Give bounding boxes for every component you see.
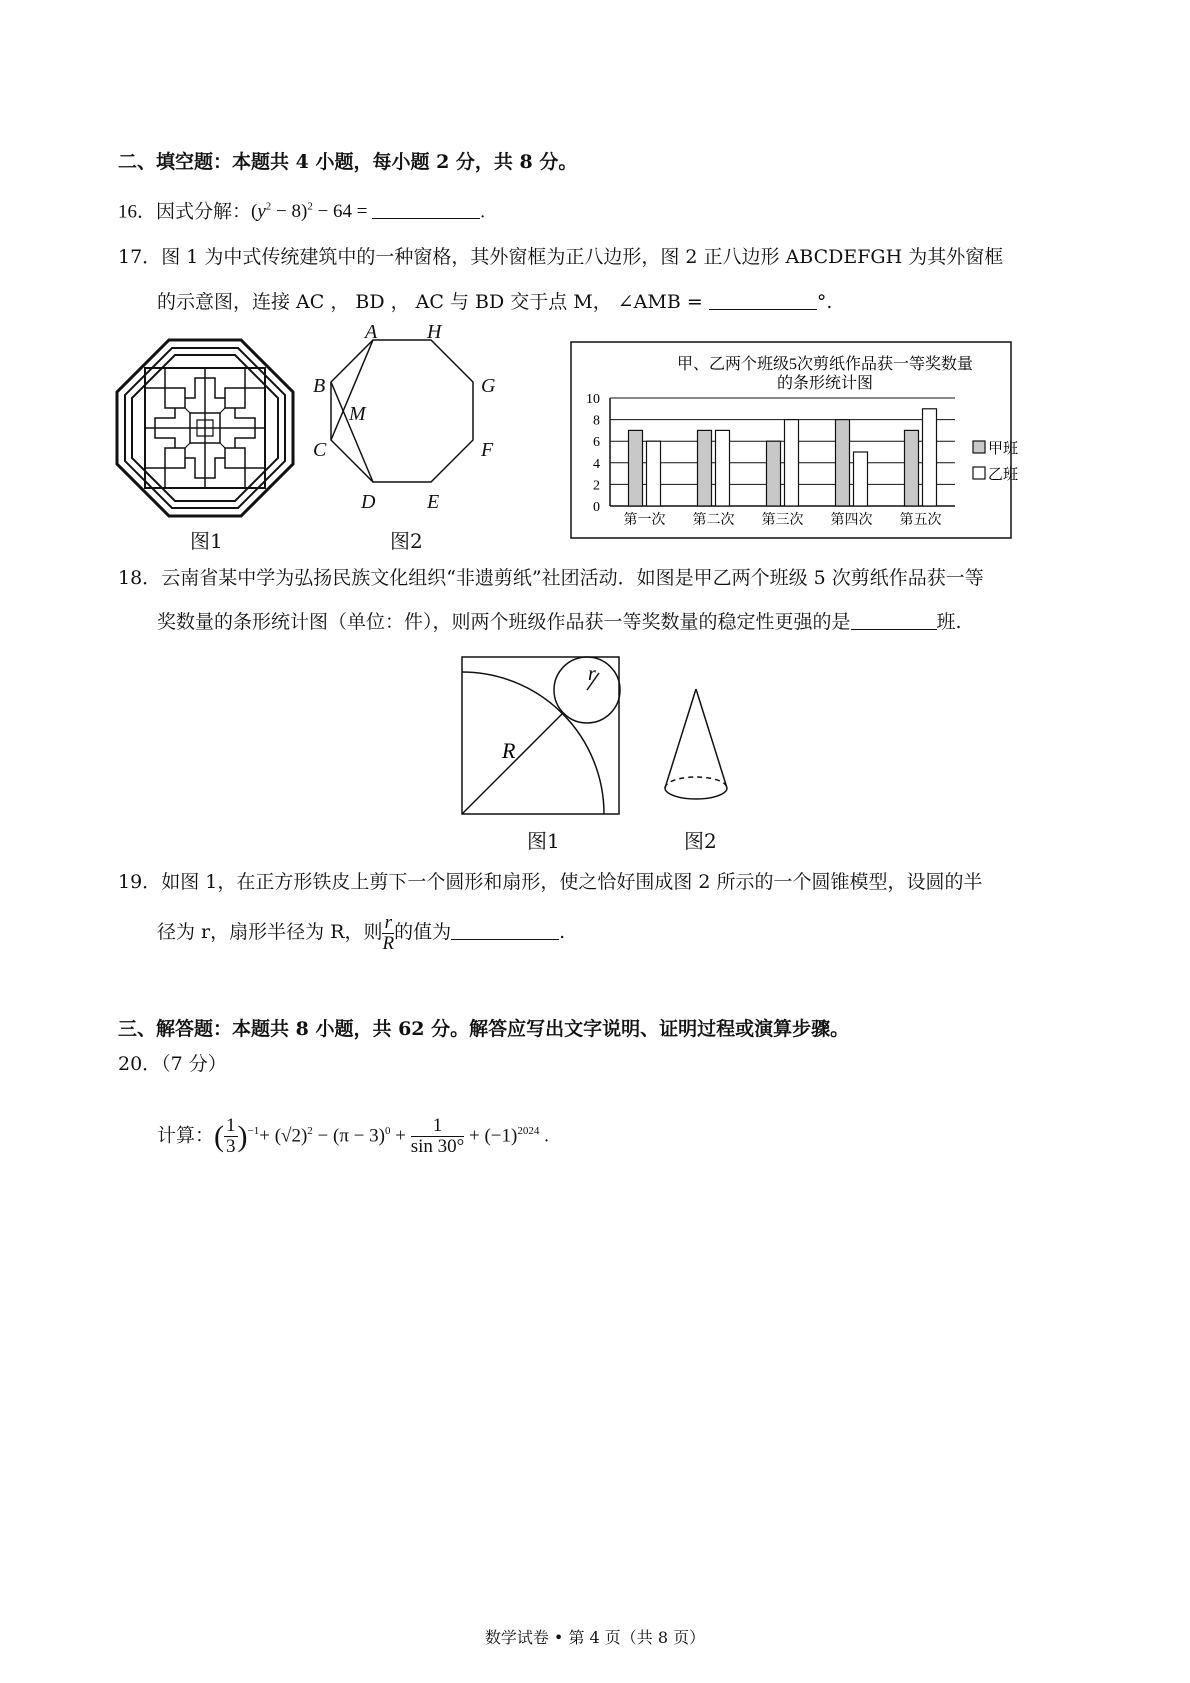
vertex-label-H: H	[427, 321, 442, 343]
window-lattice-figure	[115, 338, 295, 518]
question-20-header: 20．（7 分）	[118, 1053, 227, 1075]
bar-甲班-第四次	[836, 420, 850, 506]
question-number: 18．	[118, 567, 162, 589]
vertex-label-A: A	[365, 321, 378, 343]
y-tick-label: 4	[593, 456, 600, 472]
y-tick-label: 2	[593, 478, 600, 494]
bar-甲班-第一次	[629, 430, 643, 506]
bar-乙班-第二次	[716, 430, 730, 506]
bar-乙班-第一次	[647, 441, 661, 506]
vertex-label-D: D	[361, 491, 376, 513]
x-tick-label: 第一次	[623, 513, 666, 528]
y-tick-label: 10	[586, 392, 600, 407]
question-17-line2: 的示意图，连接 AC ， BD ， AC 与 BD 交于点 M， ∠AMB = °.	[157, 291, 833, 313]
bar-乙班-第三次	[785, 420, 799, 506]
point-label-M: M	[349, 403, 366, 425]
chart-title: 甲、乙两个班级5次剪纸作品获一等奖数量	[676, 356, 974, 373]
answer-blank	[851, 611, 937, 630]
chart-subtitle: 的条形统计图	[776, 375, 874, 392]
expression: $(y^2 - 8)^2 - 64$ =	[251, 201, 368, 223]
question-19-line2: 径为 r，扇形半径为 R，则 $\frac{r}{R}$ 的值为 .	[157, 911, 566, 954]
x-tick-label: 第四次	[830, 513, 873, 528]
question-17-line1: 17．图 1 为中式传统建筑中的一种窗格，其外窗框为正八边形，图 2 正八边形 ABCDEFGH 为其外窗框	[118, 246, 1004, 268]
y-tick-label: 8	[593, 413, 600, 429]
question-number: 16．	[118, 201, 157, 223]
figure-2-caption: 图2	[390, 529, 423, 553]
octagon-diagram	[305, 320, 515, 520]
answer-blank	[372, 200, 480, 219]
bar-乙班-第四次	[854, 452, 868, 506]
bar-甲班-第二次	[698, 430, 712, 506]
question-18-line2: 奖数量的条形统计图（单位：件），则两个班级作品获一等奖数量的稳定性更强的是 班.	[157, 611, 962, 633]
x-tick-label: 第三次	[761, 513, 804, 528]
figure-1-caption-q19: 图1	[527, 829, 560, 853]
y-tick-label: 6	[593, 435, 600, 451]
vertex-label-F: F	[481, 439, 494, 461]
figure-1-caption: 图1	[190, 529, 223, 553]
question-16: 16．因式分解：$(y^2 - 8)^2 - 64$ = .	[118, 201, 486, 223]
label-r: r	[588, 663, 596, 685]
bar-甲班-第五次	[905, 430, 919, 506]
label-R: R	[502, 738, 516, 763]
x-tick-label: 第五次	[899, 513, 942, 528]
question-prefix: 因式分解：	[156, 201, 252, 223]
figure-2-caption-q19: 图2	[684, 829, 717, 853]
page-footer: 数学试卷 • 第 4 页（共 8 页）	[484, 1628, 706, 1647]
question-19-line1: 19．如图 1，在正方形铁皮上剪下一个圆形和扇形，使之恰好围成图 2 所示的一个圆锥模型，设圆的半	[118, 871, 983, 893]
cone-figure	[660, 685, 732, 805]
answer-blank	[451, 921, 559, 940]
y-tick-label: 0	[593, 500, 600, 515]
bar-甲班-第三次	[767, 441, 781, 506]
vertex-label-E: E	[427, 491, 440, 513]
question-18-line1: 18．云南省某中学为弘扬民族文化组织“非遗剪纸”社团活动．如图是甲乙两个班级 5 次剪纸作品获一等	[118, 567, 984, 589]
legend-label: 甲班	[988, 441, 1019, 457]
question-20-expression: 计算：( $\frac{1}{3}$ )$^{-1}+ (√2)^2 - (\pi - 3)^0$ + $\frac{1}{\sin 30^\circ}$ + $(-1)^{2024}$ .	[157, 1115, 549, 1158]
question-number: 19．	[118, 871, 162, 893]
legend-label: 乙班	[988, 467, 1019, 483]
vertex-label-C: C	[313, 439, 327, 461]
bar-乙班-第五次	[923, 409, 937, 506]
bar-chart	[570, 341, 1019, 539]
fraction-r-over-R: $\frac{r}{R}$	[382, 911, 395, 954]
legend-swatch	[973, 467, 985, 479]
x-tick-label: 第二次	[692, 513, 735, 528]
vertex-label-G: G	[481, 375, 496, 397]
question-number: 17．	[118, 246, 162, 268]
answer-blank	[709, 291, 817, 310]
legend-swatch	[973, 441, 985, 453]
section-heading-solutions: 三、解答题：本题共 8 小题，共 62 分。解答应写出文字说明、证明过程或演算步骤。	[118, 1018, 850, 1040]
vertex-label-B: B	[313, 375, 326, 397]
square-sector-circle-figure	[460, 655, 625, 820]
section-heading-fill-in: 二、填空题：本题共 4 小题，每小题 2 分，共 8 分。	[118, 151, 578, 173]
